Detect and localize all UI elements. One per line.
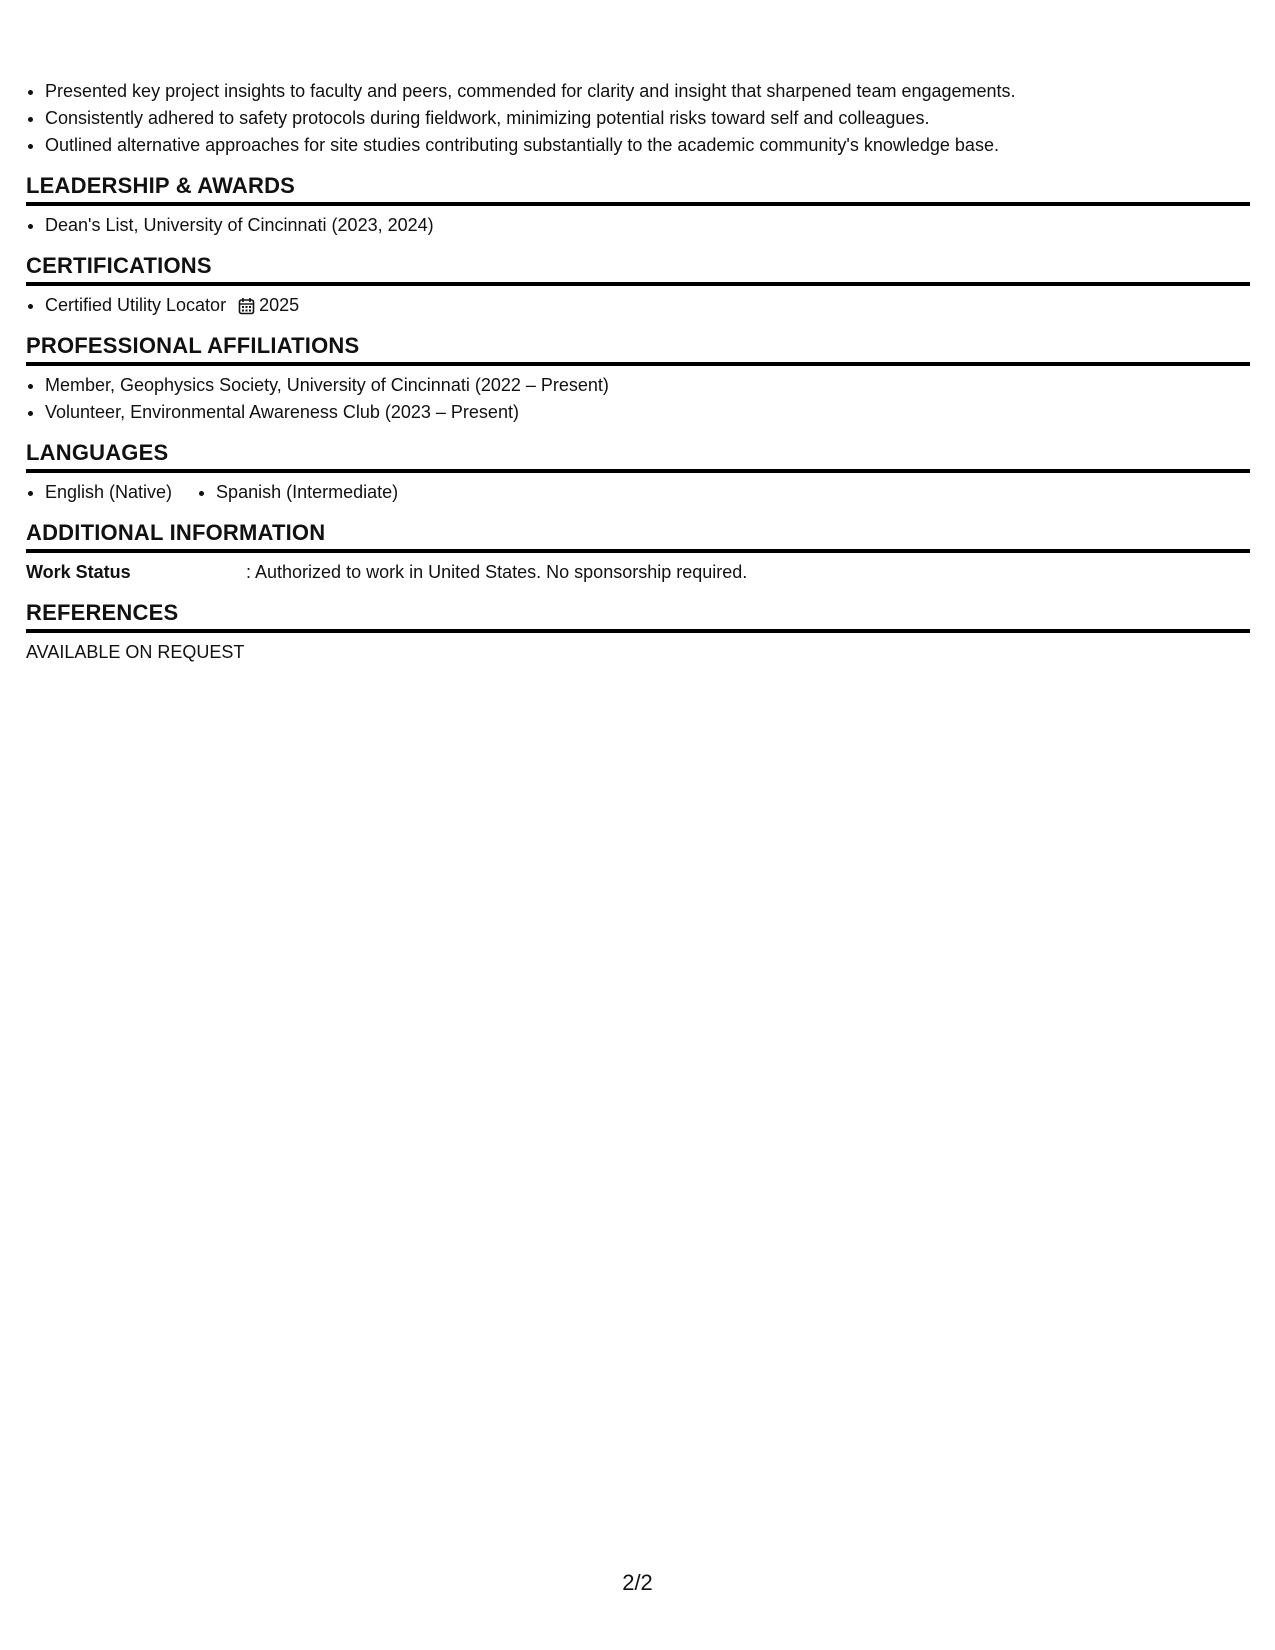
references-text: AVAILABLE ON REQUEST [26, 642, 245, 662]
work-status-label: Work Status [26, 562, 131, 582]
leadership-heading: LEADERSHIP & AWARDS [26, 159, 1250, 206]
references-heading: REFERENCES [26, 586, 1250, 633]
references-section [26, 586, 1250, 666]
languages-list [26, 479, 1250, 506]
work-status-row [26, 559, 1250, 586]
languages-heading: LANGUAGES [26, 426, 1250, 473]
language-item: • Spanish (Intermediate) [216, 479, 398, 506]
affiliation-item: • Member, Geophysics Society, University of Cincinnati (2022 – Present) [45, 372, 1250, 399]
affiliations-list [26, 372, 1250, 426]
certification-date: 2025 [259, 295, 300, 315]
experience-bullet: • Consistently adhered to safety protocols during fieldwork, minimizing potential risks toward self and colleagues. [45, 105, 1250, 132]
certification-item [45, 292, 1250, 319]
leadership-item: • Dean's List, University of Cincinnati (2023, 2024) [45, 212, 1250, 239]
certifications-list [26, 292, 1250, 319]
calendar-icon [238, 297, 255, 315]
resume-page [26, 78, 1250, 666]
affiliation-item: • Volunteer, Environmental Awareness Club (2023 – Present) [45, 399, 1250, 426]
additional-info-heading: ADDITIONAL INFORMATION [26, 506, 1250, 553]
certification-name: • Certified Utility Locator [45, 295, 227, 315]
additional-info-section [26, 506, 1250, 586]
certifications-heading: CERTIFICATIONS [26, 239, 1250, 286]
experience-bullet: • Outlined alternative approaches for site studies contributing substantially to the academic community's knowledge base. [45, 132, 1250, 159]
leadership-section [26, 159, 1250, 239]
page-number: 2/2 [622, 1570, 653, 1595]
languages-section [26, 426, 1250, 506]
experience-bullet: • Presented key project insights to faculty and peers, commended for clarity and insight that sharpened team engagements. [45, 78, 1250, 105]
certifications-section [26, 239, 1250, 319]
certification-date-group [238, 292, 299, 319]
language-item: • English (Native) [45, 479, 172, 506]
affiliations-heading: PROFESSIONAL AFFILIATIONS [26, 319, 1250, 366]
affiliations-section [26, 319, 1250, 426]
experience-bullet-list [26, 78, 1250, 159]
work-status-value: : Authorized to work in United States. No sponsorship required. [246, 562, 748, 582]
leadership-list [26, 212, 1250, 239]
